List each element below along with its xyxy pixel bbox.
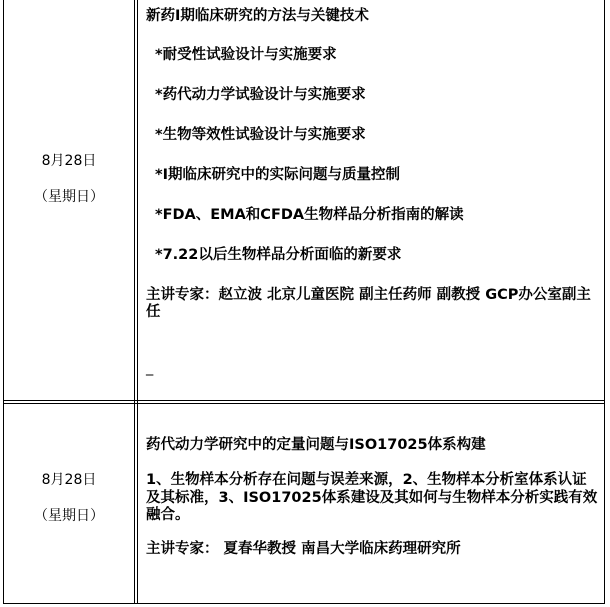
topic-bullet: *药代动力学试验设计与实施要求 [155, 87, 366, 103]
topic-bullet: *耐受性试验设计与实施要求 [155, 47, 337, 63]
topic-description: 1、生物样本分析存在问题与误差来源，2、生物样本分析室体系认证及其标准，3、ISO17025体系建设及其如何与生物样本分析实践有效融合。 [146, 472, 598, 523]
speaker-info: 主讲专家： 夏春华教授 南昌大学临床药理研究所 [146, 540, 461, 557]
date-cell [4, 471, 134, 525]
content-cell [146, 437, 598, 558]
topic-bullet: *生物等效性试验设计与实施要求 [155, 127, 366, 143]
text-cursor: _ [146, 360, 154, 376]
speaker-info: 主讲专家：赵立波 北京儿童医院 副主任药师 副教授 GCP办公室副主任 [146, 287, 591, 320]
session-weekday: （星期日） [34, 508, 104, 524]
topic-bullet: *I期临床研究中的实际问题与质量控制 [155, 167, 400, 183]
session-weekday: （星期日） [34, 189, 104, 205]
topic-title: 新药I期临床研究的方法与关键技术 [146, 8, 369, 24]
content-cell [146, 8, 598, 377]
topic-bullet: *FDA、EMA和CFDA生物样品分析指南的解读 [155, 207, 464, 223]
table-row [3, 403, 606, 604]
topic-bullet: *7.22以后生物样品分析面临的新要求 [155, 247, 402, 263]
date-cell [4, 152, 134, 206]
schedule-table [3, 0, 606, 604]
session-date: 8月28日 [41, 153, 97, 169]
session-date: 8月28日 [41, 472, 97, 488]
table-row [3, 0, 606, 403]
topic-title: 药代动力学研究中的定量问题与ISO17025体系构建 [146, 437, 486, 453]
